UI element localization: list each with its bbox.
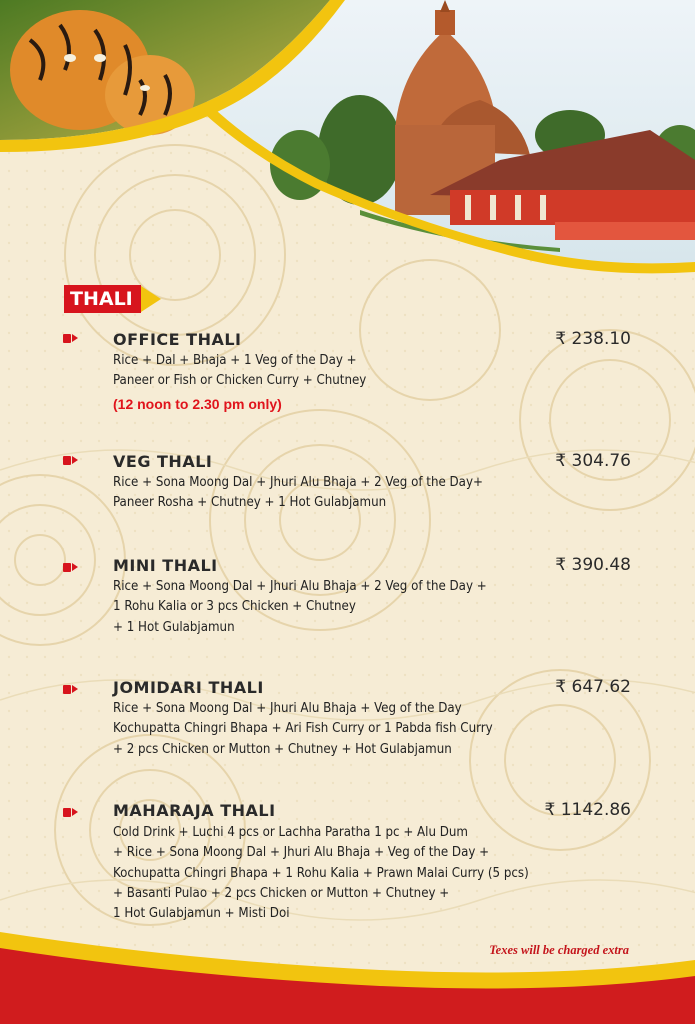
item-price: ₹ 304.76 [555,451,631,471]
bullet-icon [63,334,78,343]
rupee-symbol: ₹ [555,451,567,471]
item-description: Rice + Sona Moong Dal + Jhuri Alu Bhaja + 2 Veg of the Day + 1 Rohu Kalia or 3 pcs Chicken + Chutney + 1 Hot Gulabjamun [113,579,487,635]
item-price: ₹ 647.62 [555,677,631,697]
item-title: MINI THALI [113,556,218,575]
section-arrow-icon [141,286,161,312]
item-title: VEG THALI [113,452,213,471]
item-title: JOMIDARI THALI [113,678,264,697]
tax-note: Texes will be charged extra [489,943,629,957]
item-description: Rice + Dal + Bhaja + 1 Veg of the Day + Paneer or Fish or Chicken Curry + Chutney [113,353,367,389]
item-price: ₹ 1142.86 [544,800,631,820]
item-price: ₹ 390.48 [555,555,631,575]
bullet-icon [63,685,78,694]
item-description: Rice + Sona Moong Dal + Jhuri Alu Bhaja + Veg of the Day Kochupatta Chingri Bhapa + Ari Fish Curry or 1 Pabda fish Curry + 2 pcs Chicken or Mutton + Chutney + Hot Gulabjamun [113,701,493,757]
rupee-symbol: ₹ [544,800,556,820]
section-label: THALI [64,285,141,313]
item-price: ₹ 238.10 [555,329,631,349]
item-description: Cold Drink + Luchi 4 pcs or Lachha Paratha 1 pc + Alu Dum + Rice + Sona Moong Dal + Jhuri Alu Bhaja + Veg of the Day + Kochupatta Chingri Bhapa + 1 Rohu Kalia + Prawn Malai Curry (5 pcs) + Basanti Pulao + 2 pcs Chicken or Mutton + Chutney + 1 Hot Gulabjamun + Misti Doi [113,825,529,922]
header-banner [0,0,695,280]
bullet-icon [63,808,78,817]
section-tag-thali [64,285,161,313]
item-title: OFFICE THALI [113,330,242,349]
bullet-icon [63,456,78,465]
footer-banner [0,920,695,1024]
item-note: (12 noon to 2.30 pm only) [113,396,282,412]
rupee-symbol: ₹ [555,677,567,697]
item-description: Rice + Sona Moong Dal + Jhuri Alu Bhaja + 2 Veg of the Day+ Paneer Rosha + Chutney + 1 Hot Gulabjamun [113,475,483,511]
rupee-symbol: ₹ [555,555,567,575]
bullet-icon [63,563,78,572]
rupee-symbol: ₹ [555,329,567,349]
item-title: MAHARAJA THALI [113,801,276,820]
